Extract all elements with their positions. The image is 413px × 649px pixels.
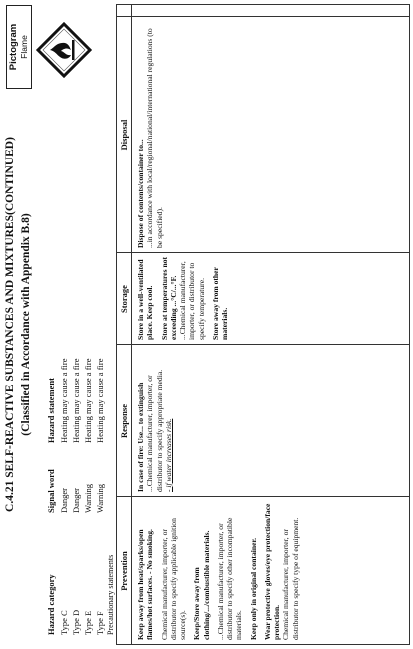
prevention-header: Prevention <box>119 551 129 591</box>
disposal-statement: Dispose of contents/container to... <box>136 139 145 248</box>
disposal-cell <box>136 22 169 248</box>
page-title: C.4.21 SELF-REACTIVE SUBSTANCES AND MIXTURES(CONTINUED) <box>4 137 16 512</box>
prevention-cell <box>136 500 305 640</box>
storage-header: Storage <box>119 285 129 313</box>
flame-pictogram-icon <box>36 22 92 78</box>
table-rule <box>116 344 410 345</box>
hazard-statement-cell: Heating may cause a fire <box>59 358 69 443</box>
hazard-statement-cell: Heating may cause a fire <box>71 358 81 443</box>
signal-word-cell: Warning <box>95 483 105 513</box>
prevention-statement: Keep away from heat/sparks/open flames/hot surfaces. - No smoking. <box>136 529 155 640</box>
storage-note: ...Chemical manufacturer, importer, or distributor to specify temperature. <box>178 261 206 340</box>
prevention-statement: Keep only in original container. <box>248 537 258 640</box>
page-subtitle: (Classified in Accordance with Appendix B.8) <box>20 213 32 436</box>
hazard-category-header: Hazard category <box>46 574 56 635</box>
response-header: Response <box>119 404 129 439</box>
hazard-category-cell: Type D <box>71 609 81 635</box>
precautionary-statements-label: Precautionary statements <box>106 554 115 635</box>
hazard-statement-cell: Heating may cause a fire <box>83 358 93 443</box>
response-cell <box>136 348 178 492</box>
table-rule <box>116 644 410 645</box>
hazard-category-cell: Type F <box>95 611 105 635</box>
table-rule <box>409 4 410 645</box>
prevention-note: Chemical manufacturer, importer, or distributor to specify type of equipment. <box>281 517 300 640</box>
response-note: ...Chemical manufacturer, importer, or distributor to specify appropriate media. <box>145 369 164 492</box>
prevention-note: ...Chemical manufacturer, importer, or distributor to specify other incompatible materials. <box>215 517 244 640</box>
hazard-category-cell: Type E <box>83 610 93 635</box>
table-rule <box>116 252 410 253</box>
storage-statement: Store away from other materials. <box>210 267 229 340</box>
table-rule <box>116 496 410 497</box>
disposal-note: ...in accordance with local/regional/national/international regulations (to be specified). <box>145 28 164 248</box>
signal-word-cell: Danger <box>71 487 81 513</box>
signal-word-cell: Warning <box>83 483 93 513</box>
response-statement: In case of fire: Use... to extinguish <box>136 382 145 492</box>
prevention-statement: Keep/Store away from clothing/.../combustible materials. <box>192 530 211 640</box>
storage-statement: Store at temperatures not exceeding ...°C/...°F. <box>159 256 178 340</box>
response-condition: - if water increases risk. <box>163 418 173 492</box>
signal-word-header: Signal word <box>46 469 56 513</box>
signal-word-cell: Danger <box>59 487 69 513</box>
table-rule <box>116 4 410 5</box>
hazard-category-cell: Type C <box>59 610 69 635</box>
table-rule <box>116 4 117 645</box>
storage-cell <box>136 256 234 340</box>
hazard-statement-header: Hazard statement <box>46 378 56 443</box>
table-rule <box>131 4 132 645</box>
disposal-header: Disposal <box>119 119 129 151</box>
prevention-statement: Wear protective gloves/eye protection/face protection. <box>262 503 281 640</box>
precautionary-table <box>116 4 410 645</box>
pictogram-label: Pictogram <box>8 23 19 71</box>
table-rule <box>116 16 410 17</box>
hazard-statement-cell: Heating may cause a fire <box>95 358 105 443</box>
storage-statement: Store in a well-ventilated place. Keep cool. <box>136 259 155 340</box>
pictogram-sub: Flame <box>19 35 29 59</box>
prevention-note: Chemical manufacturer, importer, or distributor to specify applicable ignition source(s). <box>159 518 187 640</box>
pictogram-box <box>6 5 32 89</box>
